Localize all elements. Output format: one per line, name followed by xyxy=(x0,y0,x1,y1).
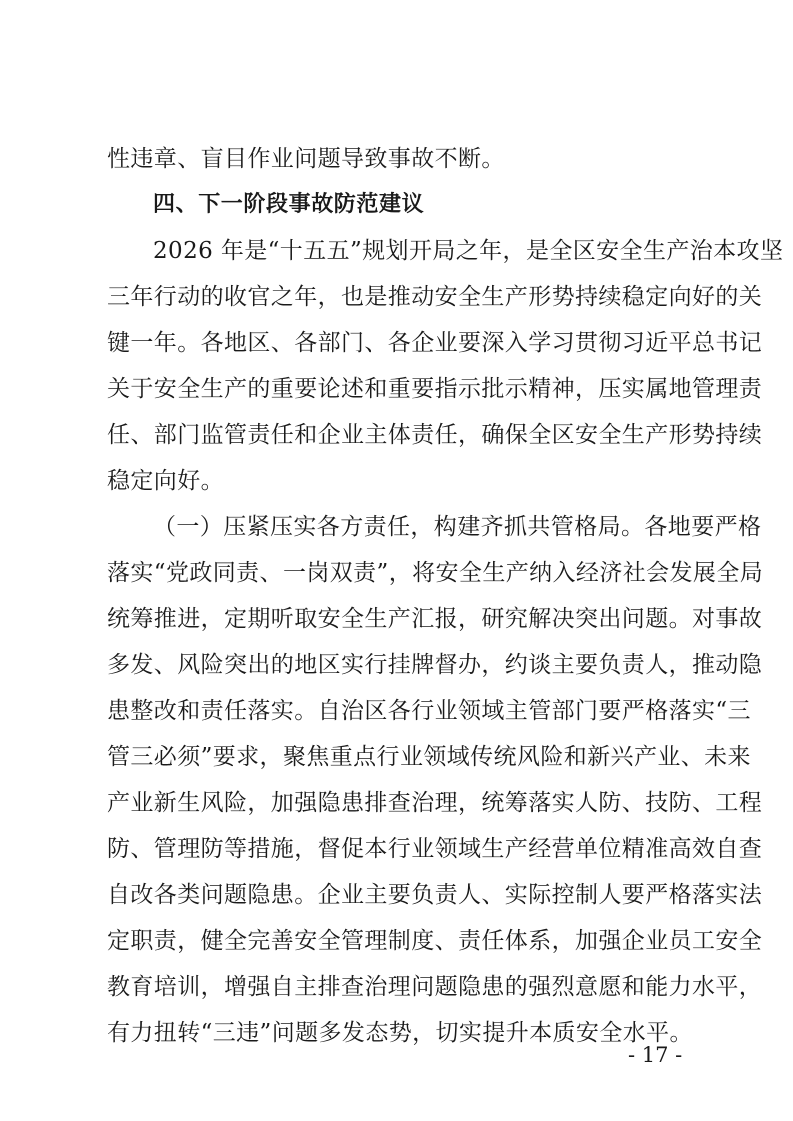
paragraph-line: 自改各类问题隐患。企业主要负责人、实际控制人要严格落实法 xyxy=(107,882,763,908)
paragraph-line: 定职责，健全完善安全管理制度、责任体系，加强企业员工安全 xyxy=(107,928,763,954)
paragraph-line: 有力扭转“三违”问题多发态势，切实提升本质安全水平。 xyxy=(107,1020,693,1046)
paragraph-line: 任、部门监管责任和企业主体责任，确保全区安全生产形势持续 xyxy=(107,422,763,448)
paragraph-line: 落实“党政同责、一岗双责”，将安全生产纳入经济社会发展全局 xyxy=(107,560,764,586)
paragraph-line: 防、管理防等措施，督促本行业领域生产经营单位精准高效自查 xyxy=(107,836,763,862)
paragraph-line: 产业新生风险，加强隐患排查治理，统筹落实人防、技防、工程 xyxy=(107,790,763,816)
paragraph-line: 统筹推进，定期听取安全生产汇报，研究解决突出问题。对事故 xyxy=(107,606,763,632)
paragraph-line: 教育培训，增强自主排查治理问题隐患的强烈意愿和能力水平， xyxy=(107,974,763,1000)
section-heading: 四、下一阶段事故防范建议 xyxy=(153,192,425,217)
paragraph-line: 患整改和责任落实。自治区各行业领域主管部门要严格落实“三 xyxy=(107,698,751,724)
paragraph-line: （一）压紧压实各方责任，构建齐抓共管格局。各地要严格 xyxy=(153,514,762,540)
page-number: - 17 - xyxy=(628,1043,683,1067)
paragraph-line: 性违章、盲目作业问题导致事故不断。 xyxy=(107,146,505,172)
paragraph-line: 三年行动的收官之年，也是推动安全生产形势持续稳定向好的关 xyxy=(107,284,763,310)
paragraph-line: 多发、风险突出的地区实行挂牌督办，约谈主要负责人，推动隐 xyxy=(107,652,763,678)
paragraph-line: 2026 年是“十五五”规划开局之年，是全区安全生产治本攻坚 xyxy=(153,238,784,264)
paragraph-line: 管三必须”要求，聚焦重点行业领域传统风险和新兴产业、未来 xyxy=(107,744,751,770)
paragraph-line: 稳定向好。 xyxy=(107,468,224,494)
paragraph-line: 关于安全生产的重要论述和重要指示批示精神，压实属地管理责 xyxy=(107,376,763,402)
paragraph-line: 键一年。各地区、各部门、各企业要深入学习贯彻习近平总书记 xyxy=(107,330,763,356)
